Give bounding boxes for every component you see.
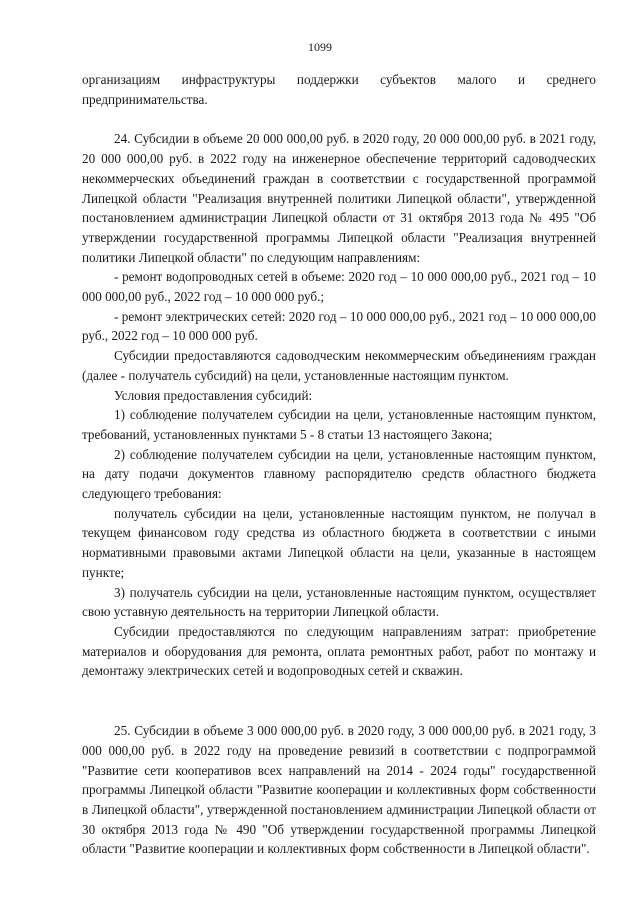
paragraph: 24. Субсидии в объеме 20 000 000,00 руб. в 2020 году, 20 000 000,00 руб. в 2021 году, 20 000 000,00 руб. в 2022 году на инженерное обеспечение территорий садоводческих некоммерческих объединений граждан в соответствии с государственной программой Липецкой области "Реализация внутренней политики Липецкой области", утвержденной постановлением администрации Липецкой области от 31 октября 2013 года № 495 "Об утверждении государственной программы Липецкой области "Реализация внутренней политики Липецкой области" по следующим направлениям: [82, 131, 596, 265]
paragraph: 2) соблюдение получателем субсидии на цели, установленные настоящим пунктом, на дату подачи документов главному распорядителю средств областного бюджета следующего требования: [82, 446, 596, 502]
paragraph: 3) получатель субсидии на цели, установленные настоящим пунктом, осуществляет свою уставную деятельность на территории Липецкой области. [82, 584, 596, 620]
document-body [82, 70, 596, 859]
paragraph: получатель субсидии на цели, установленные настоящим пунктом, не получал в текущем финансовом году средства из областного бюджета в соответствии с иными нормативными правовыми актами Липецкой области на цели, указанные в настоящем пункте; [82, 505, 596, 580]
page-number: 1099 [308, 40, 332, 54]
paragraph: - ремонт электрических сетей: 2020 год – 10 000 000,00 руб., 2021 год – 10 000 000,00 руб., 2022 год – 10 000 000 руб. [82, 308, 596, 344]
paragraph: 1) соблюдение получателем субсидии на цели, установленные настоящим пунктом, требований, установленных пунктами 5 - 8 статьи 13 настоящего Закона; [82, 407, 596, 442]
paragraph: организациям инфраструктуры поддержки субъектов малого и среднего предпринимательства. [82, 72, 596, 107]
paragraph: Условия предоставления субсидий: [114, 387, 313, 403]
paragraph: Субсидии предоставляются по следующим направлениям затрат: приобретение материалов и оборудования для ремонта, оплата ремонтных работ, работ по монтажу и демонтажу электрических сетей и водопроводных сетей и скважин. [82, 623, 596, 679]
paragraph: Субсидии предоставляются садоводческим некоммерческим объединениям граждан (далее - получатель субсидий) на цели, установленные настоящим пунктом. [82, 348, 596, 383]
paragraph: 25. Субсидии в объеме 3 000 000,00 руб. в 2020 году, 3 000 000,00 руб. в 2021 году, 3 000 000,00 руб. в 2022 году на проведение ревизий в соответствии с подпрограммой "Развитие сети кооперативов всех направлений на 2014 - 2024 годы" государственной программы Липецкой области "Развитие кооперации и коллективных форм собственности в Липецкой области", утвержденной постановлением администрации Липецкой области от 30 октября 2013 года № 490 "Об утверждении государственной программы Липецкой области "Развитие кооперации и коллективных форм собственности в Липецкой области". [82, 723, 596, 857]
paragraph: - ремонт водопроводных сетей в объеме: 2020 год – 10 000 000,00 руб., 2021 год – 10 000 000,00 руб., 2022 год – 10 000 000 руб.; [82, 269, 596, 305]
